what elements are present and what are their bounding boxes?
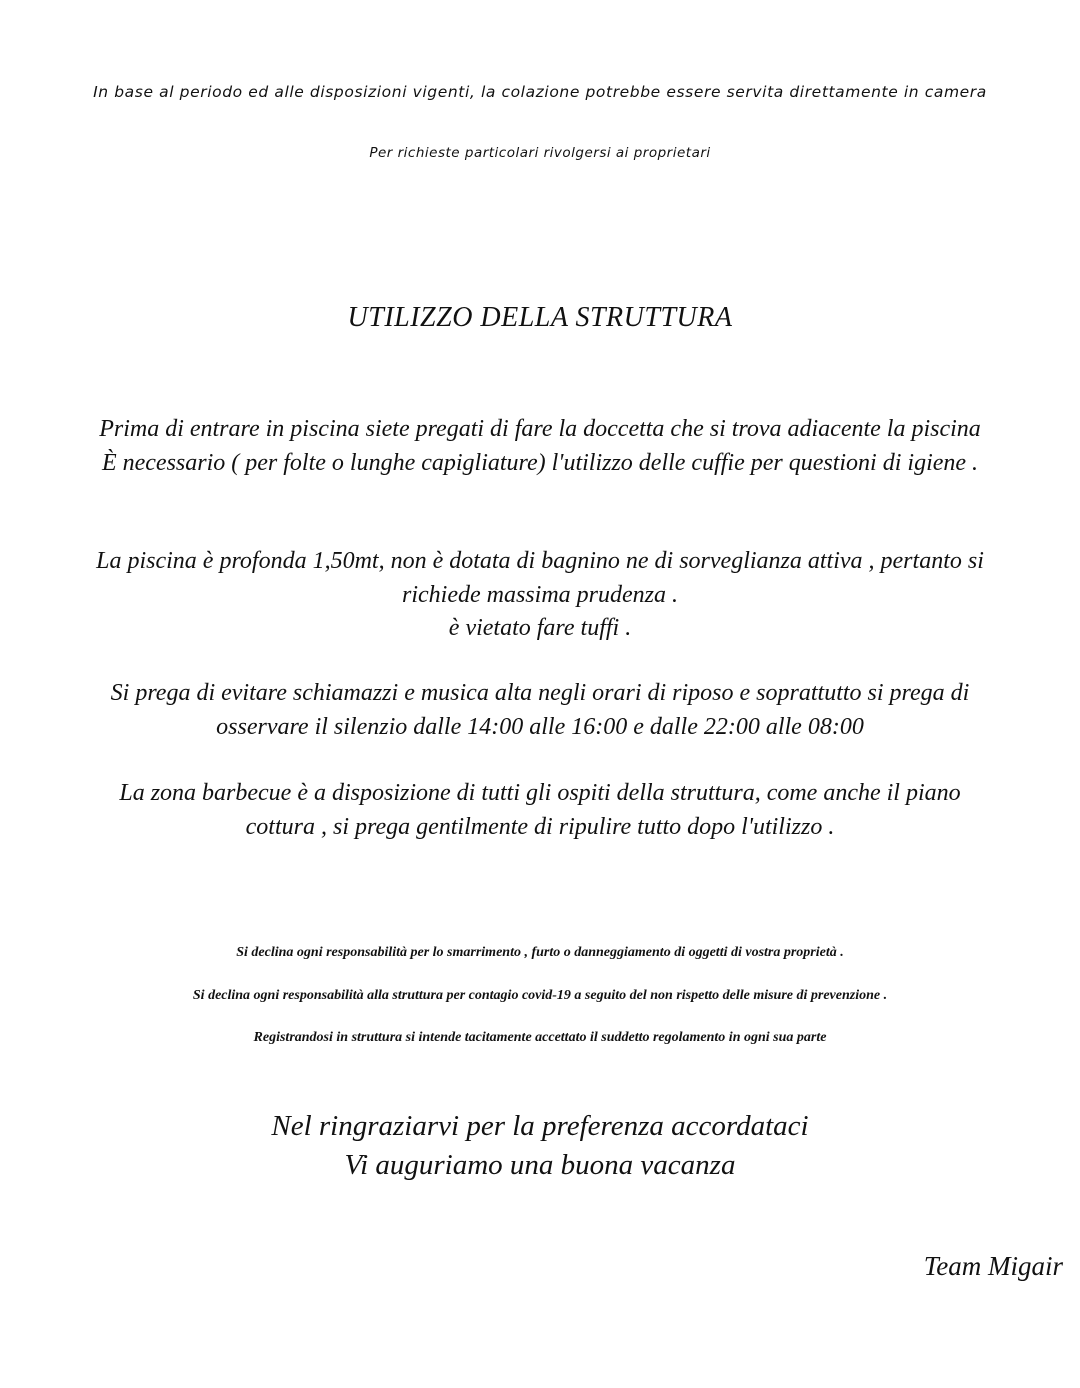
- signature: Team Migair: [923, 1251, 1063, 1281]
- closing-thanks: Nel ringraziarvi per la preferenza accordataci: [271, 1110, 809, 1142]
- shower-rule-line-2: È necessario ( per folte o lunghe capigliature) l'utilizzo delle cuffie per questioni di igiene .: [101, 450, 979, 476]
- section-title: UTILIZZO DELLA STRUTTURA: [347, 302, 733, 333]
- barbecue-rule-line-1: La zona barbecue è a disposizione di tutti gli ospiti della struttura, come anche il piano: [119, 780, 961, 806]
- closing-wishes: Vi auguriamo una buona vacanza: [344, 1149, 736, 1181]
- acceptance-disclaimer: Registrandosi in struttura si intende tacitamente accettato il suddetto regolamento in ogni sua parte: [253, 1030, 827, 1045]
- no-diving-rule: è vietato fare tuffi .: [448, 615, 632, 641]
- breakfast-note: In base al periodo ed alle disposizioni vigenti, la colazione potrebbe essere servita direttamente in camera: [93, 83, 987, 101]
- quiet-rule-line-2: osservare il silenzio dalle 14:00 alle 16:00 e dalle 22:00 alle 08:00: [216, 714, 864, 740]
- barbecue-rule-line-2: cottura , si prega gentilmente di ripulire tutto dopo l'utilizzo .: [245, 814, 835, 840]
- shower-rule-line-1: Prima di entrare in piscina siete pregati di fare la doccetta che si trova adiacente la piscina: [99, 416, 981, 442]
- requests-note: Per richieste particolari rivolgersi ai proprietari: [369, 145, 711, 161]
- pool-depth-rule-line-2: richiede massima prudenza .: [402, 582, 678, 608]
- loss-disclaimer: Si declina ogni responsabilità per lo smarrimento , furto o danneggiamento di oggetti di vostra proprietà .: [236, 945, 844, 960]
- covid-disclaimer: Si declina ogni responsabilità alla struttura per contagio covid-19 a seguito del non rispetto delle misure di prevenzione .: [192, 988, 888, 1003]
- quiet-rule-line-1: Si prega di evitare schiamazzi e musica alta negli orari di riposo e soprattutto si prega di: [110, 680, 970, 706]
- pool-depth-rule-line-1: La piscina è profonda 1,50mt, non è dotata di bagnino ne di sorveglianza attiva , pertanto si: [96, 548, 984, 574]
